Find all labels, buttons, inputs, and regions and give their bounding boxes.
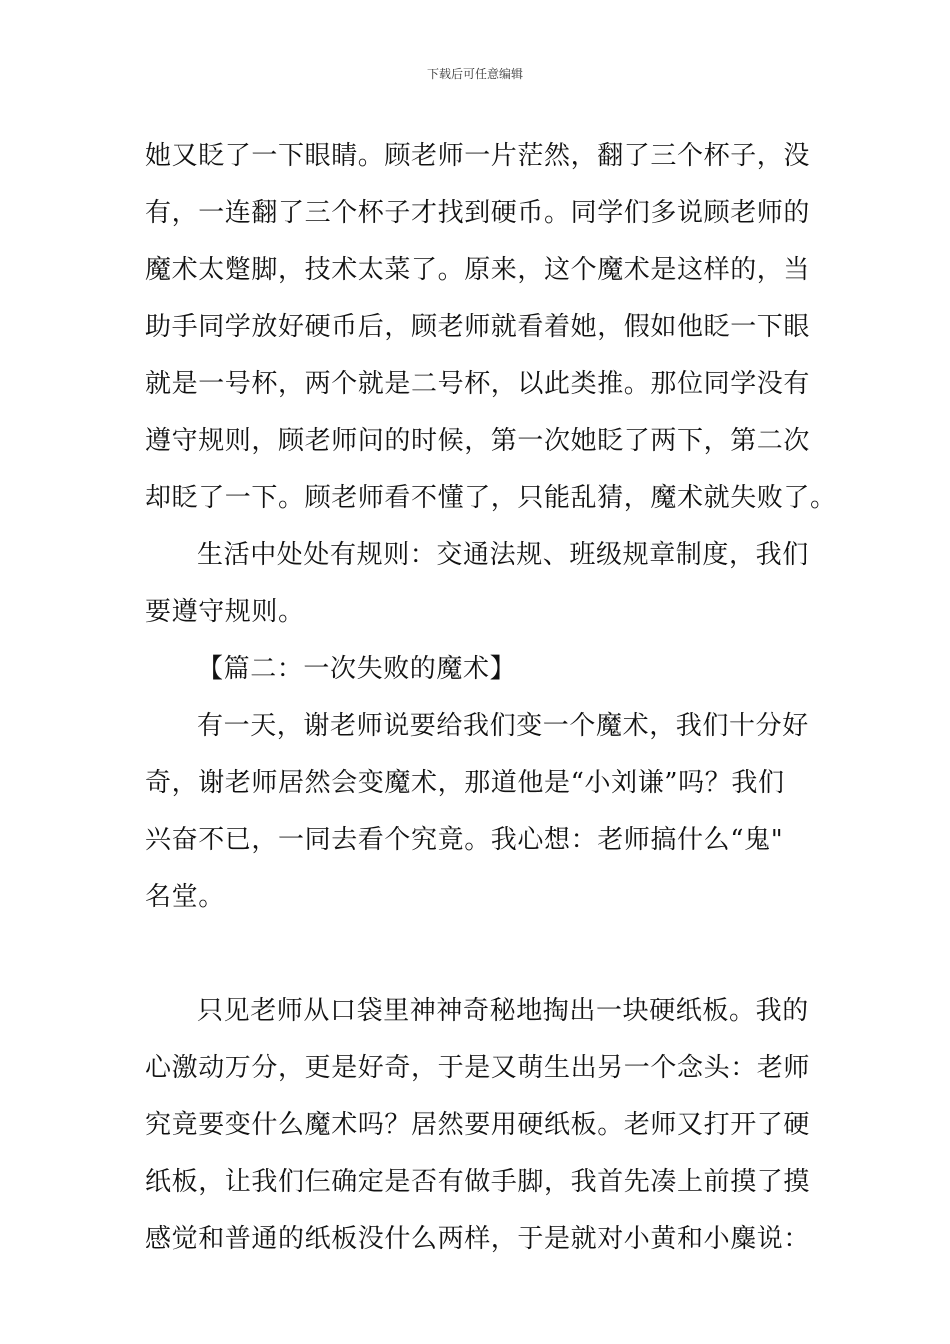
paragraph-first-line: 有一天，谢老师说要给我们变一个魔术，我们十分好 [197,711,809,741]
text-line: 名堂。 [145,882,225,912]
text-line: 助手同学放好硬币后，顾老师就看着她，假如他眨一下眼 [145,312,811,342]
text-line: 兴奋不已，一同去看个究竟。我心想：老师搞什么“鬼" [145,825,784,855]
text-line: 却眨了一下。顾老师看不懂了，只能乱猜，魔术就失败了。 [145,483,837,513]
text-line: 要遵守规则。 [145,597,305,627]
text-line: 究竟要变什么魔术吗？居然要用硬纸板。老师又打开了硬 [145,1110,811,1140]
text-line: 奇，谢老师居然会变魔术，那道他是“小刘谦”吗？我们 [145,768,785,798]
text-line: 有，一连翻了三个杯子才找到硬币。同学们多说顾老师的 [145,198,811,228]
text-line: 感觉和普通的纸板没什么两样，于是就对小黄和小麋说： [145,1224,811,1254]
paragraph-first-line: 生活中处处有规则：交通法规、班级规章制度，我们 [197,540,809,570]
text-line: 魔术太蹩脚，技术太菜了。原来，这个魔术是这样的，当 [145,255,811,285]
text-line: 心激动万分，更是好奇，于是又萌生出另一个念头：老师 [145,1053,811,1083]
paragraph-first-line: 只见老师从口袋里神神奇秘地掏出一块硬纸板。我的 [197,996,809,1026]
text-line: 纸板，让我们仨确定是否有做手脚，我首先凑上前摸了摸 [145,1167,811,1197]
text-line: 她又眨了一下眼睛。顾老师一片茫然，翻了三个杯子，没 [145,141,811,171]
text-line: 就是一号杯，两个就是二号杯，以此类推。那位同学没有 [145,369,811,399]
paragraph-gap [145,926,807,983]
page-header: 下载后可任意编辑 [426,67,523,81]
section-heading: 【篇二：一次失败的魔术】 [197,654,517,684]
text-line: 遵守规则，顾老师问的时候，第一次她眨了两下，第二次 [145,426,811,456]
document-body [145,128,837,1268]
